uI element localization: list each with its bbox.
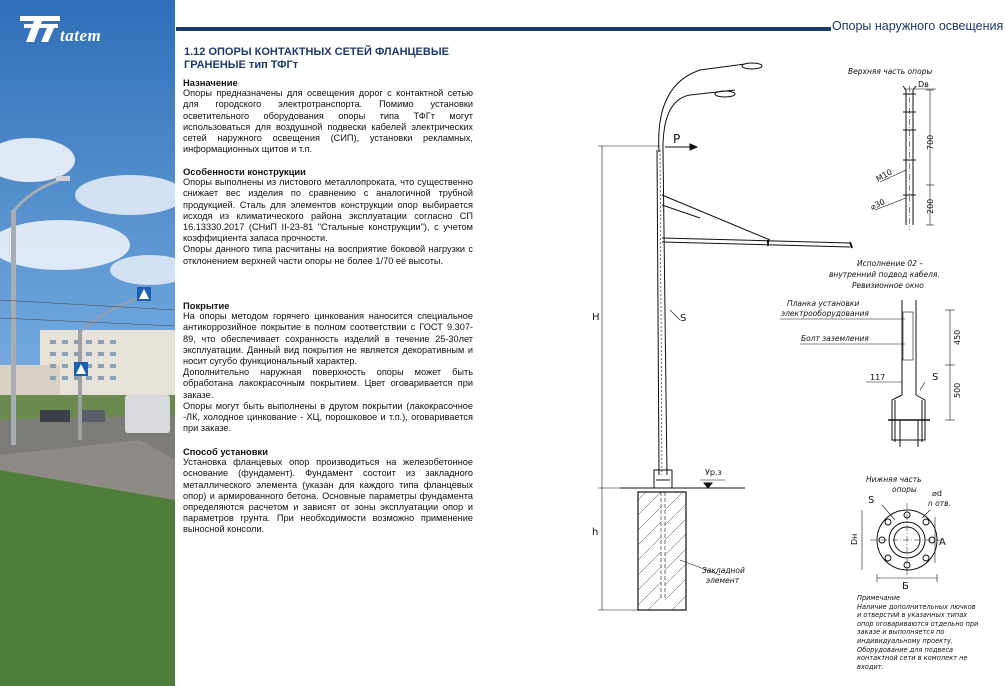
- note-line: входит.: [857, 662, 884, 671]
- note-line: Оборудование для подвеса: [857, 645, 953, 654]
- coating-text-3: Опоры могут быть выполнены в другом покрытии (лакокрасочное -ЛК, холодное цинкование - ХЦ, порошковое и т.п.), оговаривается при заказе.: [183, 400, 473, 434]
- height-label: H: [592, 312, 600, 323]
- dim-200: 200: [926, 198, 935, 214]
- version-02-title-2: внутренний подвод кабеля.: [829, 270, 940, 279]
- hole-d-label: ⌀d: [932, 489, 942, 498]
- note-line: опор оговариваются отдельно при: [857, 619, 979, 628]
- bottom-part-drawing: [862, 503, 944, 582]
- dim-500: 500: [953, 382, 962, 398]
- bottom-shape: S: [868, 495, 875, 506]
- note-line: индивидуальному проекту.: [857, 636, 953, 645]
- bottom-title-1: Нижняя часть: [866, 475, 922, 484]
- note-line: заказе и выполняется по: [857, 628, 945, 637]
- features-heading: Особенности конструкции: [183, 166, 306, 177]
- shape-label: S: [680, 313, 687, 324]
- coating-text-2: Дополнительно наружная поверхность опоры может быть обработана лакокрасочным покрытием. Цвет оговаривается при заказе.: [183, 367, 473, 400]
- install-text: Установка фланцевых опор производиться на железобетонное основание (фундамент). Фундамент состоит из закладного металлического элемента (указан для каждого типа фланцевых опор) и армированного бетона. Основные параметры фундамента определяются расчетом и зависят от зоны эксплуатации опор и параметров грунта. При необходимости возможно применение выносной консоли.: [183, 457, 473, 535]
- hole-label: ⌀30: [869, 197, 887, 212]
- dim-450: 450: [953, 329, 962, 345]
- version-02-title-1: Исполнение 02 –: [857, 259, 923, 268]
- embed-label-1: Закладной: [702, 566, 745, 575]
- dim-b-label: Б: [902, 581, 909, 592]
- note-block: [857, 594, 1002, 671]
- page-title: 1.12 ОПОРЫ КОНТАКТНЫХ СЕТЕЙ ФЛАНЦЕВЫЕ ГРАНЕНЫЕ тип ТФГт: [184, 46, 449, 71]
- note-line: Наличие дополнительных лючков: [857, 602, 976, 611]
- version-02-drawing: [780, 300, 955, 447]
- purpose-text: Опоры предназначены для освещения дорог с контактной сетью для городского электротранспорта. Помимо установки осветительного оборудования опоры типа ТФГт могут использоваться для воздушной подвески кабелей электрических сетей наружного освещения (СИП), установки рекламных, информационных щитов и т.п.: [183, 88, 473, 155]
- dim-a-label: А: [939, 537, 946, 548]
- features-text-2: Опоры данного типа расчитаны на восприятие боковой нагрузки с отклонением верхней части опоры не более 1/70 её высоты.: [183, 244, 473, 266]
- top-part-title: Верхняя часть опоры: [848, 67, 933, 76]
- note-line: контактной сети в комплект не: [857, 654, 968, 663]
- load-label: P: [673, 132, 681, 146]
- thread-label: М10: [874, 167, 894, 184]
- version-02-title-3: Ревизионное окно: [852, 281, 924, 290]
- plate-label-2: электрооборудования: [781, 309, 869, 318]
- hole-n-label: n отв.: [928, 499, 951, 508]
- embed-label-2: элемент: [706, 576, 740, 585]
- d-bottom-label: Dн: [850, 533, 859, 545]
- bottom-title-2: опоры: [892, 485, 917, 494]
- depth-label: h: [592, 527, 599, 538]
- brand-logo-text: tatem: [60, 26, 102, 45]
- dim-700: 700: [926, 134, 935, 150]
- ground-level-label: Ур.з: [705, 468, 722, 477]
- dim-117: 117: [870, 373, 886, 382]
- note-line: и отверстий в указанных типах: [857, 611, 968, 620]
- coating-text-1: На опоры методом горячего цинкования наносится специальное антикоррозийное покрытие в полном соответствии с ГОСТ 9.307-89, что обеспечивает сохранность изделий в течение 25-30лет эксплуатации. Данный вид покрытия не является декоративным и носит сугубо функциональный характер.: [183, 311, 473, 367]
- coating-heading: Покрытие: [183, 300, 230, 311]
- d-top-label: Dв: [918, 80, 929, 89]
- plate-label-1: Планка установки: [787, 299, 860, 308]
- purpose-heading: Назначение: [183, 77, 238, 88]
- version-02-shape: S: [932, 372, 939, 383]
- features-text-1: Опоры выполнены из листового металлопроката, что существенно снижает вес изделия по сравнению с аналогичной трубной продукцией. Сталь для элементов конструкции опор выбирается исходя из климатического района эксплуатации согласно СП 16.13330.2017 (СНиП II-23-81 "Стальные конструкции"), с учетом коэффициента запаса прочности.: [183, 177, 473, 244]
- ground-bolt-label: Болт заземления: [801, 334, 869, 343]
- note-title: Примечание: [857, 594, 901, 602]
- foundation-hatch: [638, 492, 686, 610]
- install-heading: Способ установки: [183, 446, 268, 457]
- section-title: Опоры наружного освещения: [832, 19, 1004, 33]
